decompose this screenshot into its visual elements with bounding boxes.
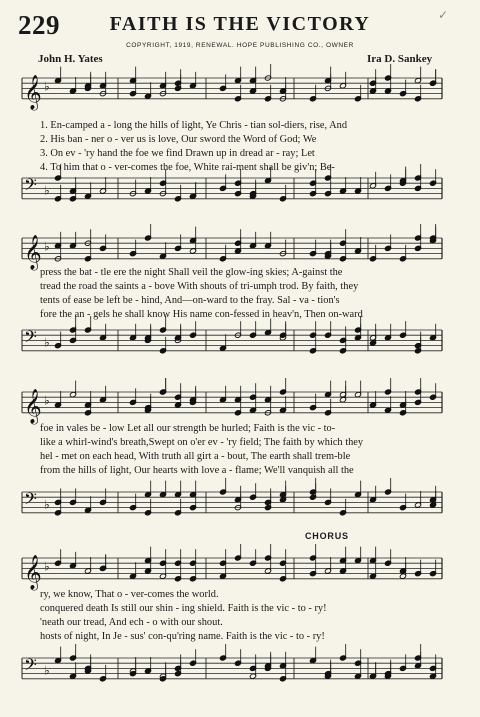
- svg-text:♭: ♭: [44, 393, 50, 408]
- lyric-line: tents of ease be left be - hind, And—on-ward to the fray. Sal - va - tion's: [40, 295, 340, 306]
- svg-text:♭: ♭: [44, 559, 50, 574]
- svg-text:♭: ♭: [44, 497, 50, 512]
- hymn-number: 229: [18, 10, 60, 40]
- svg-text:𝄞: 𝄞: [24, 234, 42, 270]
- svg-text:♭: ♭: [44, 663, 50, 678]
- composer-name: Ira D. Sankey: [367, 53, 433, 65]
- svg-text:𝄢: 𝄢: [24, 326, 37, 351]
- bass-staff: [0, 318, 480, 368]
- lyric-line: tread the road the saints a - bove With shouts of tri-umph trod. By faith, they: [40, 281, 359, 292]
- corner-mark-icon: ✓: [438, 8, 449, 22]
- svg-text:𝄞: 𝄞: [24, 388, 42, 424]
- svg-text:𝄢: 𝄢: [24, 488, 37, 513]
- lyric-line: fore the an - gels he shall know His name con-fessed in heav'n, Then on-ward: [40, 309, 363, 320]
- chorus-label: CHORUS: [305, 531, 349, 541]
- lyric-line: hel - met on each head, With truth all girt a - bout, The earth shall trem-ble: [40, 451, 351, 462]
- lyric-line: foe in vales be - low Let all our strength be hurled; Faith is the vic - to-: [40, 423, 336, 434]
- lyric-line: conquered death Is still our shin - ing shield. Faith is the vic - to - ry!: [40, 603, 327, 614]
- lyric-line: press the bat - tle ere the night Shall veil the glow-ing skies; A-gainst the: [40, 267, 343, 278]
- bass-staff: [0, 480, 480, 530]
- lyric-line: like a whirl-wind's breath,Swept on o'er ev - 'ry field; The faith by which they: [40, 437, 364, 448]
- lyric-line: ry, we know, That o - ver-comes the world.: [40, 589, 219, 600]
- lyricist-name: John H. Yates: [38, 53, 103, 65]
- svg-text:♭: ♭: [44, 79, 50, 94]
- lyric-line: 1. En-camped a - long the hills of light, Ye Chris - tian sol-diers, rise, And: [40, 120, 348, 131]
- lyric-line: 3. On ev - 'ry hand the foe we find Drawn up in dread ar - ray; Let: [40, 148, 315, 159]
- copyright-line: COPYRIGHT, 1919, RENEWAL. HOPE PUBLISHING CO., OWNER: [126, 42, 354, 49]
- lyric-line: from the hills of light, Our hearts with love a - flame; We'll vanquish all the: [40, 465, 354, 476]
- bass-staff: [0, 646, 480, 696]
- hymn-title: FAITH IS THE VICTORY: [109, 13, 371, 35]
- lyric-line: hosts of night, In Je - sus' con-qu'ring name. Faith is the vic - to - ry!: [40, 631, 325, 642]
- lyric-line: 4. To him that o - ver-comes the foe, White rai-ment shall be giv'n; Be-: [40, 162, 335, 173]
- treble-staff: [0, 66, 480, 116]
- svg-text:𝄞: 𝄞: [24, 554, 42, 590]
- svg-text:♭: ♭: [44, 183, 50, 198]
- svg-text:𝄢: 𝄢: [24, 174, 37, 199]
- svg-text:𝄢: 𝄢: [24, 654, 37, 679]
- svg-text:𝄞: 𝄞: [24, 74, 42, 110]
- svg-text:♭: ♭: [44, 239, 50, 254]
- lyric-line: 2. His ban - ner o - ver us is love, Our sword the Word of God; We: [40, 134, 317, 145]
- svg-text:♭: ♭: [44, 335, 50, 350]
- bass-staff: [0, 166, 480, 216]
- lyric-line: 'neath our tread, And ech - o with our shout.: [40, 617, 223, 628]
